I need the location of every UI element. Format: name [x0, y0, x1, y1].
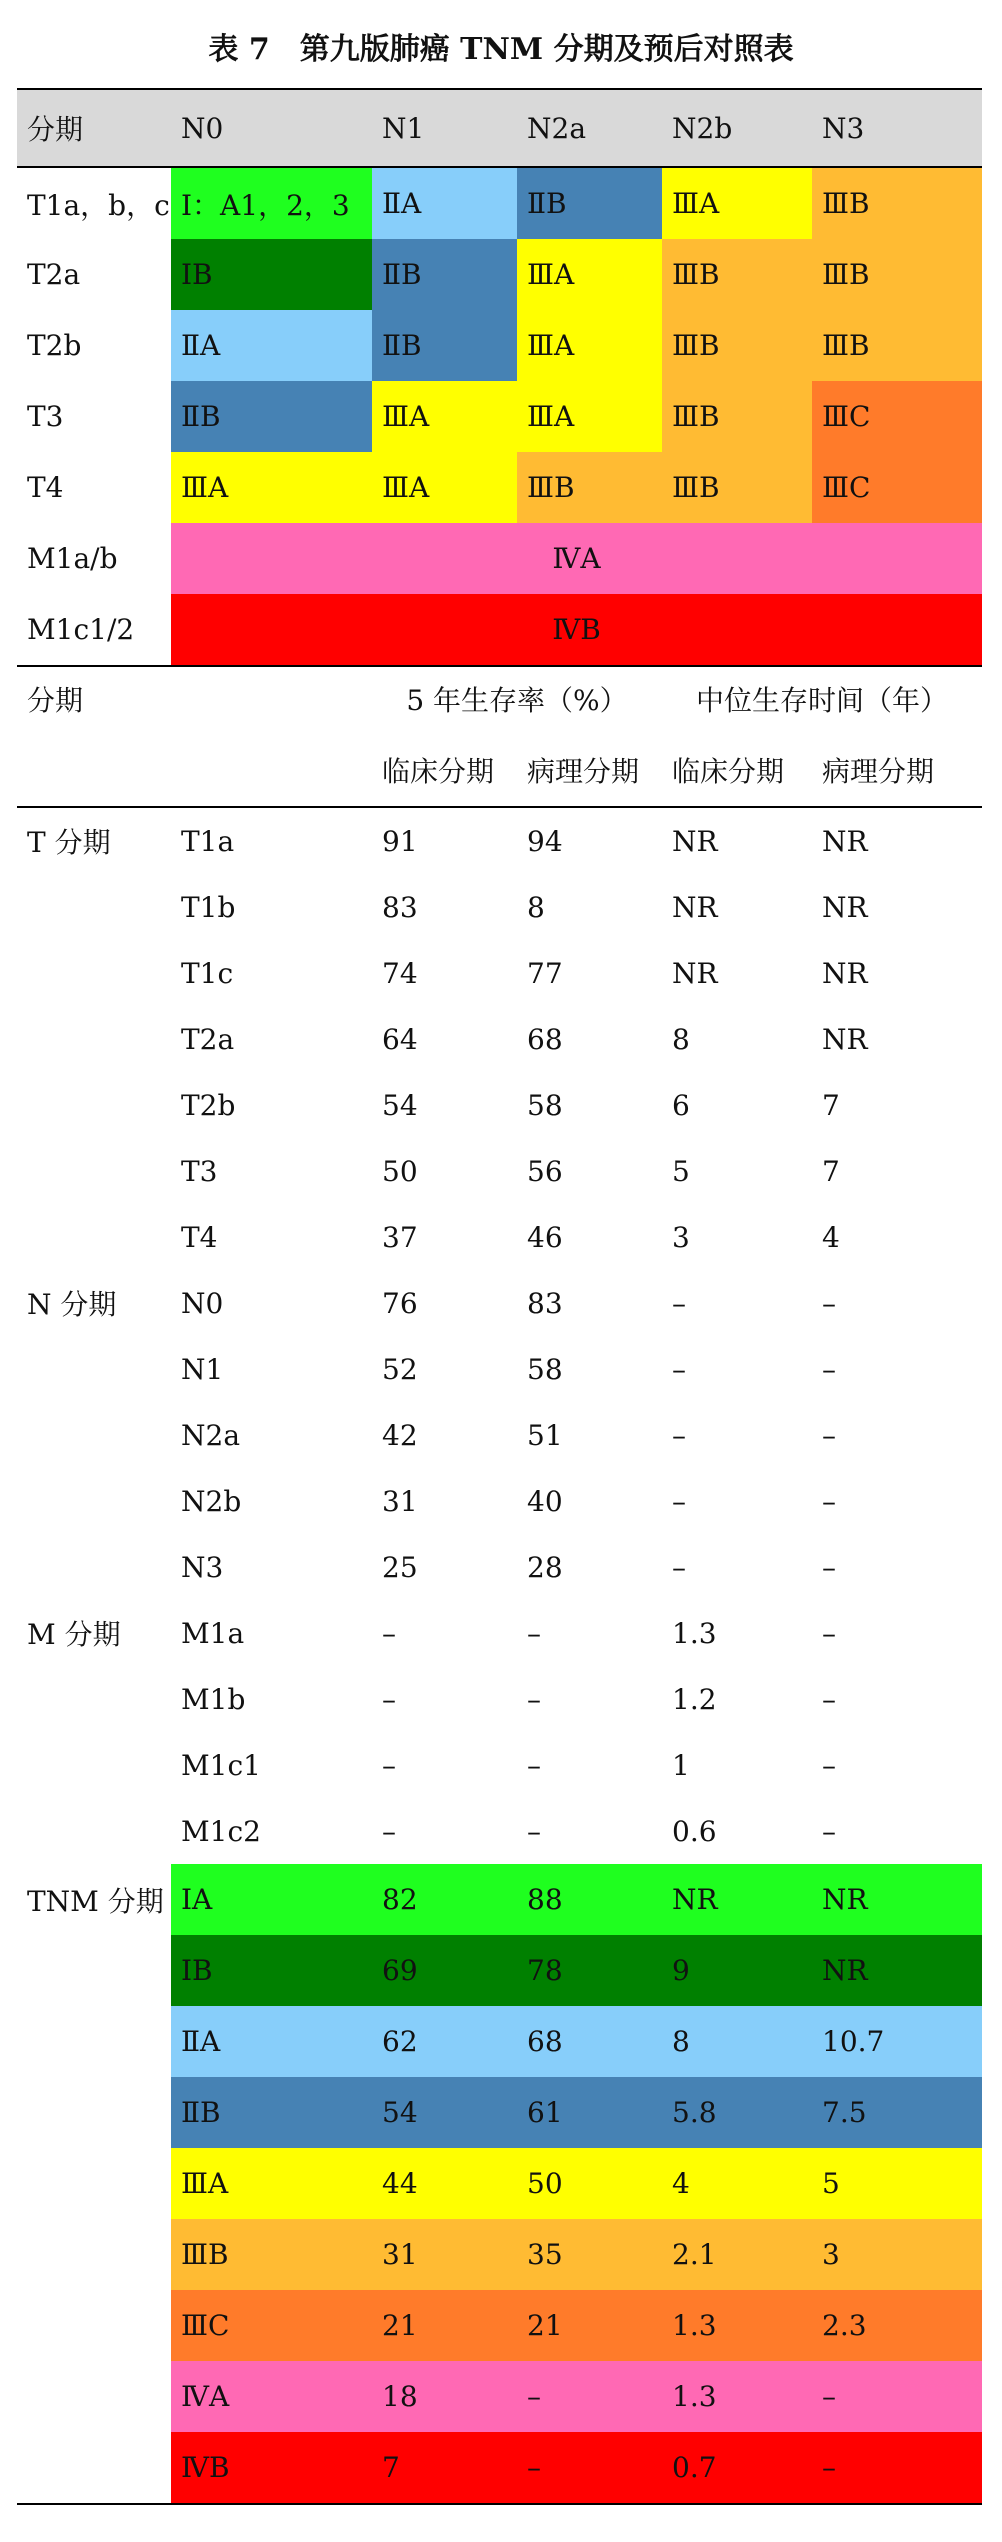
survival-group-label: [17, 940, 171, 1006]
survival-value-cell: 94: [527, 824, 563, 858]
stage-cell: ⅢB: [517, 452, 662, 523]
matrix-row-label: M1a/b: [27, 542, 118, 575]
survival-value-cell: –: [527, 1748, 541, 1782]
survival-value-cell: 0.6: [672, 1814, 717, 1848]
matrix-row: [17, 452, 982, 523]
matrix-row-label: T2a: [27, 258, 81, 291]
survival-value-cell: 37: [382, 1220, 418, 1254]
survival-value-cell: 50: [382, 1154, 418, 1188]
survival-value-cell: NR: [822, 824, 868, 858]
survival-row-label: ⅠA: [171, 1864, 372, 1935]
survival-value-cell: 56: [527, 1154, 563, 1188]
stage-cell: ⅢB: [662, 310, 812, 381]
survival-value-cell: –: [382, 1616, 396, 1650]
survival-subheader-spacer: [171, 734, 372, 807]
survival-group-label: [17, 2361, 171, 2432]
survival-value-cell: 3: [812, 2219, 982, 2290]
stage-cell: ⅢC: [812, 452, 982, 523]
survival-row-label: ⅡA: [171, 2006, 372, 2077]
survival-value-cell: 1.3: [662, 2290, 812, 2361]
median-survival-header: 中位生存时间（年）: [696, 684, 949, 717]
stage-cell: ⅢB: [812, 167, 982, 239]
survival-value-cell: –: [822, 1682, 837, 1716]
survival-value-cell: 5.8: [662, 2077, 812, 2148]
survival-group-label: [17, 1336, 171, 1402]
survival-row: [17, 1798, 982, 1864]
survival-value-cell: 83: [527, 1286, 563, 1320]
survival-group-label: [17, 1468, 171, 1534]
survival-subheader-cell: 病理分期: [812, 734, 982, 807]
matrix-row-label: T2b: [27, 329, 82, 362]
survival-row: [17, 1534, 982, 1600]
table-title: 表 7 第九版肺癌 TNM 分期及预后对照表: [208, 32, 794, 67]
survival-row: [17, 2006, 982, 2077]
survival-value-cell: 8: [527, 890, 545, 924]
survival-value-cell: 64: [382, 1022, 418, 1056]
survival-value-cell: 83: [382, 890, 418, 924]
survival-row-label: T1b: [181, 890, 236, 924]
stage-cell: Ⅰ：A1，2，3: [171, 167, 372, 239]
survival-row: [17, 2219, 982, 2290]
survival-value-cell: NR: [812, 1935, 982, 2006]
survival-value-cell: –: [822, 1748, 837, 1782]
stage-cell: ⅢB: [662, 452, 812, 523]
survival-group-label: M 分期: [27, 1618, 121, 1651]
survival-value-cell: NR: [672, 956, 718, 990]
matrix-row-label: T1a，b，c: [27, 188, 170, 222]
stage-cell: ⅢA: [662, 167, 812, 239]
survival-value-cell: 91: [382, 824, 418, 858]
matrix-row: [17, 523, 982, 594]
survival-value-cell: NR: [822, 890, 868, 924]
survival-group-label: [17, 2148, 171, 2219]
survival-value-cell: 2.3: [812, 2290, 982, 2361]
matrix-header-cell: N1: [372, 89, 517, 167]
matrix-header-cell: N0: [171, 89, 372, 167]
survival-row-label: N3: [181, 1550, 224, 1584]
survival-value-cell: NR: [672, 824, 718, 858]
stage-cell: ⅣA: [171, 523, 982, 594]
matrix-row-label: T3: [27, 400, 64, 433]
survival-value-cell: NR: [662, 1864, 812, 1935]
survival-value-cell: –: [672, 1352, 687, 1386]
survival-row: [17, 2148, 982, 2219]
survival-row-label: T2a: [181, 1022, 235, 1056]
survival-row: [17, 1732, 982, 1798]
survival-row-label: T1c: [181, 956, 234, 990]
survival-row-label: M1c1: [181, 1748, 261, 1782]
survival-subheader-cell: 病理分期: [517, 734, 662, 807]
stage-cell: ⅢA: [517, 310, 662, 381]
survival-value-cell: 5: [812, 2148, 982, 2219]
survival-row: [17, 874, 982, 940]
survival-row-label: N2b: [181, 1484, 242, 1518]
survival-row: [17, 1402, 982, 1468]
survival-group-label: [17, 1798, 171, 1864]
matrix-row-label: M1c1/2: [17, 594, 171, 666]
survival-value-cell: 28: [527, 1550, 563, 1584]
survival-value-cell: –: [812, 2361, 982, 2432]
survival-value-cell: 21: [517, 2290, 662, 2361]
stage-cell: ⅢA: [517, 239, 662, 310]
survival-value-cell: NR: [822, 1022, 868, 1056]
survival-row-label: ⅡB: [171, 2077, 372, 2148]
stage-cell: ⅢB: [812, 239, 982, 310]
survival-value-cell: –: [822, 1550, 837, 1584]
survival-value-cell: NR: [822, 956, 868, 990]
survival-row-label: ⅢA: [171, 2148, 372, 2219]
survival-group-label: [17, 1138, 171, 1204]
survival-row: [17, 1270, 982, 1336]
survival-value-cell: 82: [372, 1864, 517, 1935]
survival-header-spacer: [171, 664, 372, 734]
survival-value-cell: 40: [527, 1484, 563, 1518]
survival-row-label: ⅢC: [171, 2290, 372, 2361]
survival-group-label: N 分期: [27, 1288, 117, 1321]
survival-value-cell: 35: [517, 2219, 662, 2290]
stage-cell: ⅡB: [372, 310, 517, 381]
survival-row: [17, 1468, 982, 1534]
survival-value-cell: 25: [382, 1550, 418, 1584]
survival-value-cell: –: [517, 2361, 662, 2432]
survival-value-cell: 5: [672, 1154, 690, 1188]
matrix-row: [17, 594, 982, 666]
survival-value-cell: 62: [372, 2006, 517, 2077]
survival-value-cell: –: [822, 1814, 837, 1848]
survival-value-cell: 42: [382, 1418, 418, 1452]
stage-cell: ⅢB: [662, 239, 812, 310]
stage-cell: ⅢB: [662, 381, 812, 452]
survival-value-cell: 61: [517, 2077, 662, 2148]
survival-row: [17, 1138, 982, 1204]
survival-value-cell: –: [822, 1286, 837, 1320]
survival-row: [17, 2361, 982, 2432]
survival-subheader-spacer: [17, 734, 171, 807]
survival-subheader-row: [17, 734, 982, 807]
survival-row-label: T3: [181, 1154, 218, 1188]
survival-group-label: [17, 1732, 171, 1798]
survival-value-cell: –: [822, 1484, 837, 1518]
survival-row: [17, 2290, 982, 2361]
matrix-header-row: [17, 89, 982, 167]
survival-value-cell: 1: [672, 1748, 690, 1782]
survival-value-cell: 54: [372, 2077, 517, 2148]
survival-group-label: [17, 1006, 171, 1072]
survival-group-label: T 分期: [27, 826, 111, 859]
survival-group-label: [17, 1666, 171, 1732]
survival-value-cell: 8: [662, 2006, 812, 2077]
stage-cell: ⅡA: [171, 310, 372, 381]
survival-value-cell: 18: [372, 2361, 517, 2432]
survival-row: [17, 1600, 982, 1666]
survival-row-label: T2b: [181, 1088, 236, 1122]
survival-group-label: [17, 874, 171, 940]
survival-value-cell: 68: [517, 2006, 662, 2077]
survival-group-label: [17, 2290, 171, 2361]
survival-value-cell: –: [527, 1814, 541, 1848]
survival-value-cell: –: [672, 1550, 687, 1584]
survival-value-cell: 68: [527, 1022, 563, 1056]
stage-cell: ⅠB: [171, 239, 372, 310]
survival-row-label: M1b: [181, 1682, 246, 1716]
survival-group-label: [17, 2077, 171, 2148]
survival-value-cell: 58: [527, 1352, 563, 1386]
survival-value-cell: 51: [527, 1418, 563, 1452]
survival-value-cell: –: [672, 1286, 687, 1320]
stage-cell: ⅡB: [372, 239, 517, 310]
survival-row: [17, 1336, 982, 1402]
survival-value-cell: 7.5: [812, 2077, 982, 2148]
matrix-row: [17, 167, 982, 239]
survival-row-label: N2a: [181, 1418, 241, 1452]
survival-row-label: N1: [181, 1352, 224, 1386]
survival-value-cell: 58: [527, 1088, 563, 1122]
survival-value-cell: 1.3: [672, 1616, 717, 1650]
survival-row: [17, 1935, 982, 2006]
survival-row-label: T4: [181, 1220, 218, 1254]
survival-row: [17, 2432, 982, 2504]
survival-row-label: N0: [181, 1286, 224, 1320]
survival-row: [17, 1006, 982, 1072]
stage-cell: ⅡB: [517, 167, 662, 239]
survival-row: [17, 940, 982, 1006]
stage-cell: ⅡB: [171, 381, 372, 452]
survival-value-cell: –: [382, 1682, 396, 1716]
survival-header-label: 分期: [27, 684, 84, 717]
stage-cell: ⅢC: [812, 381, 982, 452]
survival-value-cell: 3: [672, 1220, 690, 1254]
survival-row-label: M1c2: [181, 1814, 261, 1848]
stage-cell: ⅢB: [812, 310, 982, 381]
survival-value-cell: 2.1: [662, 2219, 812, 2290]
survival-value-cell: 44: [372, 2148, 517, 2219]
survival-row-label: ⅣA: [171, 2361, 372, 2432]
matrix-header-cell: N3: [812, 89, 982, 167]
survival-value-cell: 9: [662, 1935, 812, 2006]
survival-value-cell: 6: [672, 1088, 690, 1122]
survival-table: [17, 664, 982, 2505]
matrix-header-cell: N2a: [517, 89, 662, 167]
survival-value-cell: –: [822, 1616, 837, 1650]
stage-cell: ⅢA: [517, 381, 662, 452]
survival-value-cell: 0.7: [662, 2432, 812, 2504]
survival-value-cell: 52: [382, 1352, 418, 1386]
survival-group-label: [17, 1402, 171, 1468]
survival-group-label: [17, 1935, 171, 2006]
survival-row: [17, 2077, 982, 2148]
survival-value-cell: 7: [822, 1154, 840, 1188]
matrix-header-cell: 分期: [17, 89, 171, 167]
survival-value-cell: –: [517, 2432, 662, 2504]
survival-row: [17, 807, 982, 874]
matrix-row: [17, 381, 982, 452]
survival-value-cell: 8: [672, 1022, 690, 1056]
survival-value-cell: 7: [822, 1088, 840, 1122]
survival-value-cell: –: [527, 1682, 541, 1716]
survival-value-cell: 76: [382, 1286, 418, 1320]
survival-value-cell: –: [822, 1418, 837, 1452]
survival-value-cell: NR: [672, 890, 718, 924]
survival-value-cell: 10.7: [812, 2006, 982, 2077]
survival-value-cell: 78: [517, 1935, 662, 2006]
survival-row: [17, 1072, 982, 1138]
survival-value-cell: –: [382, 1748, 396, 1782]
survival-group-label: [17, 2432, 171, 2504]
matrix-row: [17, 239, 982, 310]
survival-row-label: ⅢB: [171, 2219, 372, 2290]
stage-cell: ⅢA: [372, 452, 517, 523]
survival-group-label: TNM 分期: [27, 1884, 164, 1918]
survival-value-cell: 31: [382, 1484, 418, 1518]
survival-row-label: ⅣB: [171, 2432, 372, 2504]
stage-cell: ⅡA: [372, 167, 517, 239]
survival-value-cell: 74: [382, 956, 418, 990]
survival-header-row: [17, 664, 982, 734]
survival-value-cell: –: [812, 2432, 982, 2504]
survival-group-label: [17, 1534, 171, 1600]
survival-group-label: [17, 1072, 171, 1138]
survival-row: [17, 1666, 982, 1732]
stage-cell: ⅢA: [372, 381, 517, 452]
survival-value-cell: –: [382, 1814, 396, 1848]
survival-value-cell: 4: [822, 1220, 840, 1254]
survival-row-label: T1a: [181, 824, 235, 858]
survival-group-label: [17, 2006, 171, 2077]
survival-value-cell: –: [672, 1484, 687, 1518]
survival-value-cell: 21: [372, 2290, 517, 2361]
survival-row: [17, 1204, 982, 1270]
survival-value-cell: 88: [517, 1864, 662, 1935]
survival-value-cell: NR: [812, 1864, 982, 1935]
survival-value-cell: 1.3: [662, 2361, 812, 2432]
survival-value-cell: 31: [372, 2219, 517, 2290]
survival-value-cell: 50: [517, 2148, 662, 2219]
survival-subheader-cell: 临床分期: [662, 734, 812, 807]
survival-value-cell: 46: [527, 1220, 563, 1254]
survival-value-cell: –: [822, 1352, 837, 1386]
survival-value-cell: 69: [372, 1935, 517, 2006]
survival-subheader-cell: 临床分期: [372, 734, 517, 807]
survival-value-cell: –: [672, 1418, 687, 1452]
matrix-row-label: T4: [27, 471, 64, 504]
matrix-row: [17, 310, 982, 381]
stage-cell: ⅢA: [171, 452, 372, 523]
stage-cell: ⅣB: [171, 594, 982, 666]
survival-value-cell: 77: [527, 956, 563, 990]
matrix-header-cell: N2b: [662, 89, 812, 167]
survival-group-label: [17, 2219, 171, 2290]
tnm-staging-matrix: [17, 88, 982, 667]
survival-group-label: [17, 1204, 171, 1270]
survival-value-cell: 4: [662, 2148, 812, 2219]
survival-value-cell: 7: [372, 2432, 517, 2504]
survival-row-label: M1a: [181, 1616, 245, 1650]
survival-value-cell: –: [527, 1616, 541, 1650]
survival-value-cell: 54: [382, 1088, 418, 1122]
survival-row-label: ⅠB: [171, 1935, 372, 2006]
five-year-survival-header: 5 年生存率（%）: [406, 684, 628, 717]
survival-value-cell: 1.2: [672, 1682, 717, 1716]
survival-row: [17, 1864, 982, 1935]
